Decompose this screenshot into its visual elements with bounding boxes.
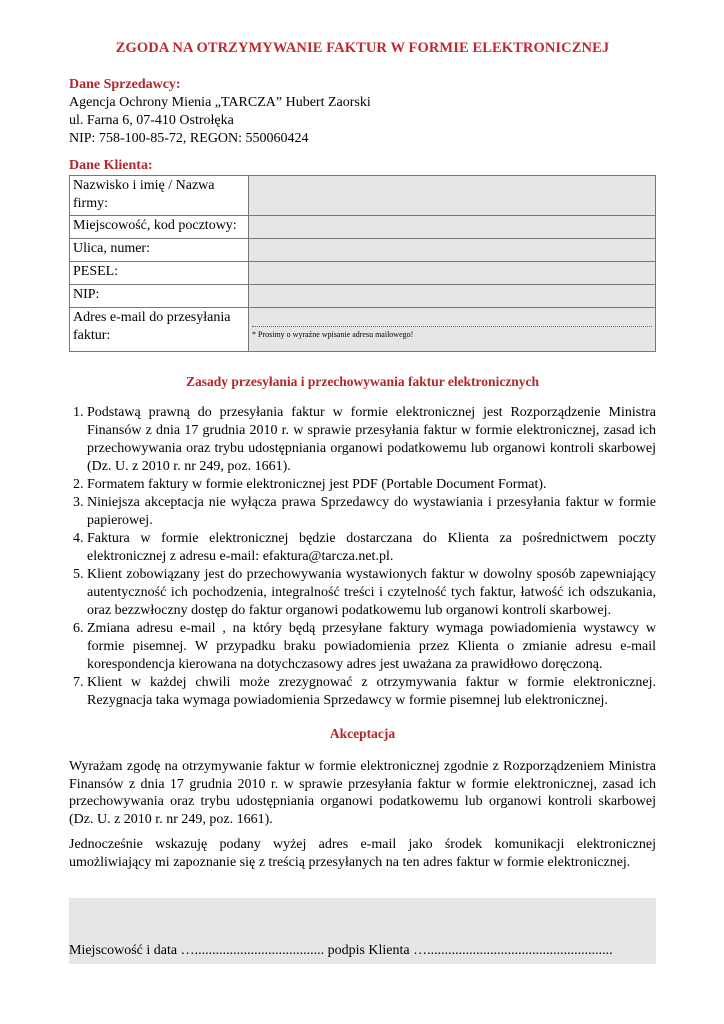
client-heading: Dane Klienta: (69, 158, 153, 173)
list-item: 2. Formatem faktury w formie elektronicznej jest PDF (Portable Document Format). (87, 476, 656, 494)
email-note: * Prosimy o wyraźne wpisanie adresu mailowego! (252, 330, 414, 339)
list-item: 7. Klient w każdej chwili może zrezygnować z otrzymywania faktur w formie elektronicznej. Rezygnacja taka wymaga powiadomienia Sprzedawcy w formie pisemnej lub elektronicznej. (87, 674, 656, 710)
rules-list (69, 404, 656, 710)
acceptance-text (69, 758, 656, 879)
seller-heading: Dane Sprzedawcy: (69, 77, 181, 92)
table-row (70, 216, 656, 239)
table-row (70, 308, 656, 352)
client-label-nip: NIP: (70, 285, 249, 308)
seller-section (69, 76, 371, 148)
client-label-city: Miejscowość, kod pocztowy: (70, 216, 249, 239)
acceptance-heading: Akceptacja (329, 726, 396, 741)
table-row (70, 239, 656, 262)
client-label-name: Nazwisko i imię / Nazwa firmy: (70, 176, 249, 216)
rules-heading: Zasady przesyłania i przechowywania faktur elektronicznych (185, 374, 540, 389)
list-item: 1. Podstawą prawną do przesyłania faktur w formie elektronicznej jest Rozporządzenie Ministra Finansów z dnia 17 grudnia 2010 r. w sprawie przesyłania faktur w formie elektronicznej, zasad ich przechowywania oraz trybu udostępniania organowi podatkowemu lub organowi kontroli skarbowej (Dz. U. z 2010 r. nr 249, poz. 1661). (87, 404, 656, 476)
client-label-pesel: PESEL: (70, 262, 249, 285)
client-field-city[interactable] (249, 216, 656, 239)
seller-address: ul. Farna 6, 07-410 Ostrołęka (69, 113, 234, 128)
table-row (70, 262, 656, 285)
client-label-email: Adres e-mail do przesyłania faktur: (70, 308, 249, 352)
client-label-street: Ulica, numer: (70, 239, 249, 262)
client-field-street[interactable] (249, 239, 656, 262)
email-dotted-line (252, 326, 652, 327)
list-item: 4. Faktura w formie elektronicznej będzie dostarczana do Klienta za pośrednictwem poczty elektronicznej z adresu e-mail: efaktura@tarcza.net.pl. (87, 530, 656, 566)
list-item: 5. Klient zobowiązany jest do przechowywania wystawionych faktur w dowolny sposób zapewniający autentyczność ich pochodzenia, integralność treści i czytelność tych faktur, łatwość ich odszukania, oraz bezzwłoczny dostęp do faktur organowi podatkowemu lub organowi kontroli skarbowej. (87, 566, 656, 620)
client-field-name[interactable] (249, 176, 656, 216)
acceptance-paragraph-2: Jednocześnie wskazuję podany wyżej adres e-mail jako środek komunikacji elektronicznej umożliwiający mi zapoznanie się z treścią przesyłanych na ten adres faktur w formie elektronicznej. (69, 837, 656, 870)
acceptance-paragraph-1: Wyrażam zgodę na otrzymywanie faktur w formie elektronicznej zgodnie z Rozporządzeniem Ministra Finansów z dnia 17 grudnia 2010 r. w sprawie przesyłania faktur w formie elektronicznej, zasad ich przechowywania oraz trybu udostępniania organowi podatkowemu lub organowi kontroli skarbowej (Dz. U. z 2010 r. nr 249, poz. 1661). (69, 759, 656, 827)
signature-line: Miejscowość i data …..................................... podpis Klienta …..................................................... (69, 943, 613, 958)
client-field-nip[interactable] (249, 285, 656, 308)
seller-name: Agencja Ochrony Mienia „TARCZA” Hubert Zaorski (69, 95, 371, 110)
document-title: ZGODA NA OTRZYMYWANIE FAKTUR W FORMIE ELEKTRONICZNEJ (115, 40, 610, 56)
signature-area[interactable] (69, 898, 656, 964)
client-field-email[interactable] (249, 308, 656, 352)
list-item: 3. Niniejsza akceptacja nie wyłącza prawa Sprzedawcy do wystawiania i przesyłania faktur w formie papierowej. (87, 494, 656, 530)
client-field-pesel[interactable] (249, 262, 656, 285)
seller-ids: NIP: 758-100-85-72, REGON: 550060424 (69, 131, 309, 146)
table-row (70, 176, 656, 216)
table-row (70, 285, 656, 308)
client-data-table (69, 175, 656, 352)
list-item: 6. Zmiana adresu e-mail , na który będą przesyłane faktury wymaga powiadomienia wystawcy w formie pisemnej. W przypadku braku powiadomienia przez Klienta o zmianie adresu e-mail korespondencja kierowana na dotychczasowy adres jest uważana za prawidłowo doręczoną. (87, 620, 656, 674)
